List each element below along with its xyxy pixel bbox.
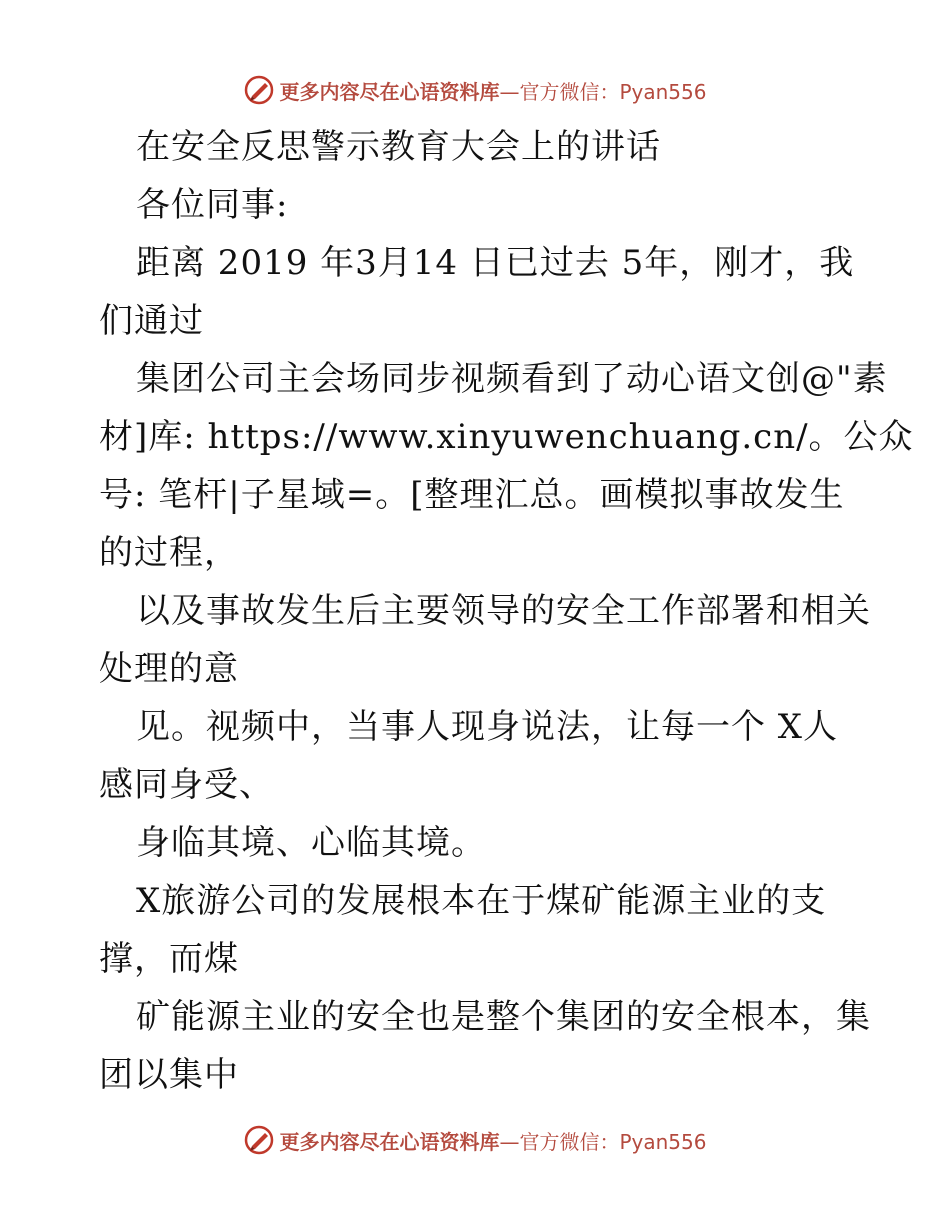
text-line: X旅游公司的发展根本在于煤矿能源主业的支	[136, 881, 827, 921]
text-line: 距离 2019 年3月14 日已过去 5年，刚才，我	[136, 243, 855, 283]
text-line: 身临其境、心临其境。	[136, 823, 486, 863]
text-line: 的过程，	[99, 533, 239, 573]
footer-watermark	[0, 1120, 950, 1160]
banner-title: 更多内容尽在心语资料库	[279, 1129, 500, 1154]
banner-suffix: —官方微信：Pyan556	[499, 79, 707, 104]
banner-suffix: —官方微信：Pyan556	[499, 1129, 707, 1154]
pen-logo-icon	[243, 74, 275, 106]
text-line: 集团公司主会场同步视频看到了动心语文创@"素	[136, 359, 888, 399]
text-line: 各位同事:	[136, 185, 289, 225]
text-line: 感同身受、	[99, 765, 274, 805]
text-line: 处理的意	[99, 649, 239, 689]
text-line: 材]库: https://www.xinyuwenchuang.cn/。公众	[99, 417, 914, 457]
text-line: 在安全反思警示教育大会上的讲话	[136, 127, 661, 167]
text-line: 矿能源主业的安全也是整个集团的安全根本，集	[136, 997, 871, 1037]
text-line: 以及事故发生后主要领导的安全工作部署和相关	[136, 591, 871, 631]
text-line: 见。视频中，当事人现身说法，让每一个 X人	[136, 707, 839, 747]
text-line: 撑，而煤	[99, 939, 239, 979]
text-line: 号: 笔杆|子星域=。[整理汇总。画模拟事故发生	[99, 475, 845, 515]
pen-logo-icon	[243, 1124, 275, 1156]
banner-title: 更多内容尽在心语资料库	[279, 79, 500, 104]
header-watermark	[0, 70, 950, 110]
text-line: 团以集中	[99, 1055, 239, 1095]
text-line: 们通过	[99, 301, 204, 341]
document-body	[99, 118, 914, 1104]
